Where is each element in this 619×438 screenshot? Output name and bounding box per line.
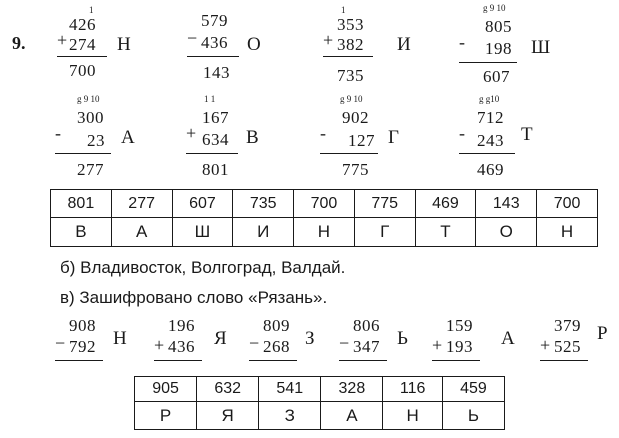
problem-5 — [55, 95, 155, 185]
cipher-table-2 — [134, 376, 505, 430]
cipher-letter: О — [247, 34, 261, 55]
operator: - — [55, 123, 61, 143]
problem-7 — [318, 95, 428, 185]
cipher-letter: З — [305, 328, 315, 349]
operand-b: 127 — [348, 131, 375, 150]
operand-a: 196 — [168, 316, 195, 335]
operand-b: 525 — [554, 337, 581, 356]
cipher-letter: Ш — [531, 37, 551, 58]
operand-b: 274 — [69, 35, 96, 54]
table-cell-letter: А — [111, 218, 172, 247]
carry-digits: 1 1 — [204, 94, 216, 104]
carry-digits: g 9 10 — [77, 94, 100, 104]
operand-b: 792 — [69, 337, 96, 356]
operand-b: 243 — [477, 131, 504, 150]
table-cell-number: 775 — [354, 190, 415, 218]
cipher-letter: Н — [113, 328, 127, 349]
table-cell-letter: О — [476, 218, 537, 247]
problem-3 — [323, 6, 413, 91]
operator: − — [249, 333, 260, 353]
operand-b: 347 — [353, 337, 380, 356]
task-number: 9. — [12, 33, 26, 53]
carry-digits: 1 — [89, 5, 94, 15]
table-cell-letter: Ь — [442, 402, 504, 430]
carry-digits: g 9 10 — [483, 3, 506, 13]
letters-row — [135, 402, 505, 430]
bottom-problem-1 — [55, 314, 135, 374]
operator: + — [57, 30, 68, 50]
operand-a: 300 — [77, 108, 104, 127]
bottom-problem-3 — [249, 314, 329, 374]
result: 607 — [483, 67, 510, 86]
difference-line — [55, 153, 111, 154]
operand-b: 634 — [202, 130, 229, 149]
table-cell-letter: В — [51, 218, 112, 247]
difference-line — [249, 360, 297, 361]
cipher-letter: Ь — [397, 328, 408, 349]
difference-line — [55, 360, 103, 361]
carry-digits: g g10 — [479, 94, 500, 104]
difference-line — [459, 62, 517, 63]
operand-b: 436 — [168, 337, 195, 356]
table-cell-number: 143 — [476, 190, 537, 218]
operand-a: 712 — [477, 108, 504, 127]
operand-b: 382 — [337, 35, 364, 54]
operator: − — [187, 28, 198, 48]
cipher-letter: Н — [117, 34, 131, 55]
table-cell-number: 328 — [321, 377, 383, 402]
answer-v-line: в) Зашифровано слово «Рязань». — [60, 288, 328, 307]
operand-b: 436 — [201, 33, 228, 52]
operator: − — [339, 333, 350, 353]
table-cell-letter: Т — [415, 218, 476, 247]
sum-line — [186, 153, 238, 154]
cipher-letter: В — [246, 127, 259, 148]
difference-line — [187, 56, 239, 57]
operand-a: 805 — [485, 17, 512, 36]
difference-line — [339, 360, 387, 361]
problem-1 — [55, 6, 145, 91]
result: 735 — [337, 66, 364, 85]
table-cell-letter: А — [321, 402, 383, 430]
table-cell-letter: Я — [197, 402, 259, 430]
table-cell-number: 632 — [197, 377, 259, 402]
table-cell-number: 607 — [172, 190, 233, 218]
table-cell-number: 801 — [51, 190, 112, 218]
operator: + — [540, 335, 551, 355]
cipher-letter: Т — [521, 124, 533, 145]
carry-digits: g 9 10 — [340, 94, 363, 104]
sum-line — [540, 360, 588, 361]
table-cell-number: 735 — [233, 190, 294, 218]
operand-a: 806 — [353, 316, 380, 335]
cipher-letter: И — [397, 34, 411, 55]
table-cell-letter: Г — [354, 218, 415, 247]
sum-line — [57, 56, 107, 57]
cipher-letter: Я — [214, 328, 227, 349]
operator: - — [459, 32, 465, 52]
sum-line — [154, 360, 202, 361]
operand-a: 159 — [446, 316, 473, 335]
operator: − — [55, 333, 66, 353]
operand-a: 809 — [263, 316, 290, 335]
operand-b: 23 — [87, 131, 105, 150]
operator: - — [459, 123, 465, 143]
operator: + — [186, 123, 197, 143]
problem-8 — [455, 95, 565, 185]
result: 277 — [77, 160, 104, 179]
cipher-letter: Р — [597, 323, 608, 344]
operator: + — [154, 335, 165, 355]
cipher-letter: Г — [388, 127, 399, 148]
operator: - — [320, 123, 326, 143]
table-cell-number: 459 — [442, 377, 504, 402]
table-cell-number: 700 — [294, 190, 355, 218]
table-cell-number: 905 — [135, 377, 197, 402]
operand-a: 167 — [202, 108, 229, 127]
difference-line — [320, 153, 378, 154]
result: 469 — [477, 160, 504, 179]
operand-b: 193 — [446, 337, 473, 356]
table-cell-number: 116 — [383, 377, 442, 402]
cipher-letter: А — [121, 127, 135, 148]
sum-line — [432, 360, 480, 361]
result: 143 — [203, 63, 230, 82]
operand-a: 353 — [337, 15, 364, 34]
operand-a: 426 — [69, 15, 96, 34]
table-cell-letter: И — [233, 218, 294, 247]
operator: + — [432, 335, 443, 355]
table-cell-number: 277 — [111, 190, 172, 218]
result: 775 — [342, 160, 369, 179]
bottom-problem-2 — [154, 314, 234, 374]
carry-digits: 1 — [341, 5, 346, 15]
letters-row — [51, 218, 598, 247]
table-cell-number: 700 — [537, 190, 598, 218]
bottom-problem-5 — [432, 314, 522, 374]
operand-a: 579 — [201, 11, 228, 30]
table-cell-number: 541 — [259, 377, 321, 402]
difference-line — [459, 153, 515, 154]
operand-b: 198 — [485, 39, 512, 58]
bottom-problem-4 — [339, 314, 419, 374]
table-cell-letter: Р — [135, 402, 197, 430]
result: 700 — [69, 61, 96, 80]
problem-6 — [186, 95, 286, 185]
table-cell-letter: Ш — [172, 218, 233, 247]
operand-a: 902 — [342, 108, 369, 127]
table-cell-number: 469 — [415, 190, 476, 218]
operand-a: 908 — [69, 316, 96, 335]
numbers-row — [135, 377, 505, 402]
result: 801 — [202, 160, 229, 179]
sum-line — [323, 56, 373, 57]
table-cell-letter: Н — [537, 218, 598, 247]
operator: + — [323, 30, 334, 50]
table-cell-letter: Н — [383, 402, 442, 430]
numbers-row — [51, 190, 598, 218]
answer-b-line: б) Владивосток, Волгоград, Валдай. — [60, 258, 346, 277]
cipher-letter: А — [501, 328, 515, 349]
problem-2 — [185, 6, 275, 91]
operand-a: 379 — [554, 316, 581, 335]
bottom-problem-6 — [540, 314, 615, 374]
operand-b: 268 — [263, 337, 290, 356]
table-cell-letter: З — [259, 402, 321, 430]
table-cell-letter: Н — [294, 218, 355, 247]
problem-4 — [455, 4, 575, 89]
cipher-table-1 — [50, 189, 598, 247]
